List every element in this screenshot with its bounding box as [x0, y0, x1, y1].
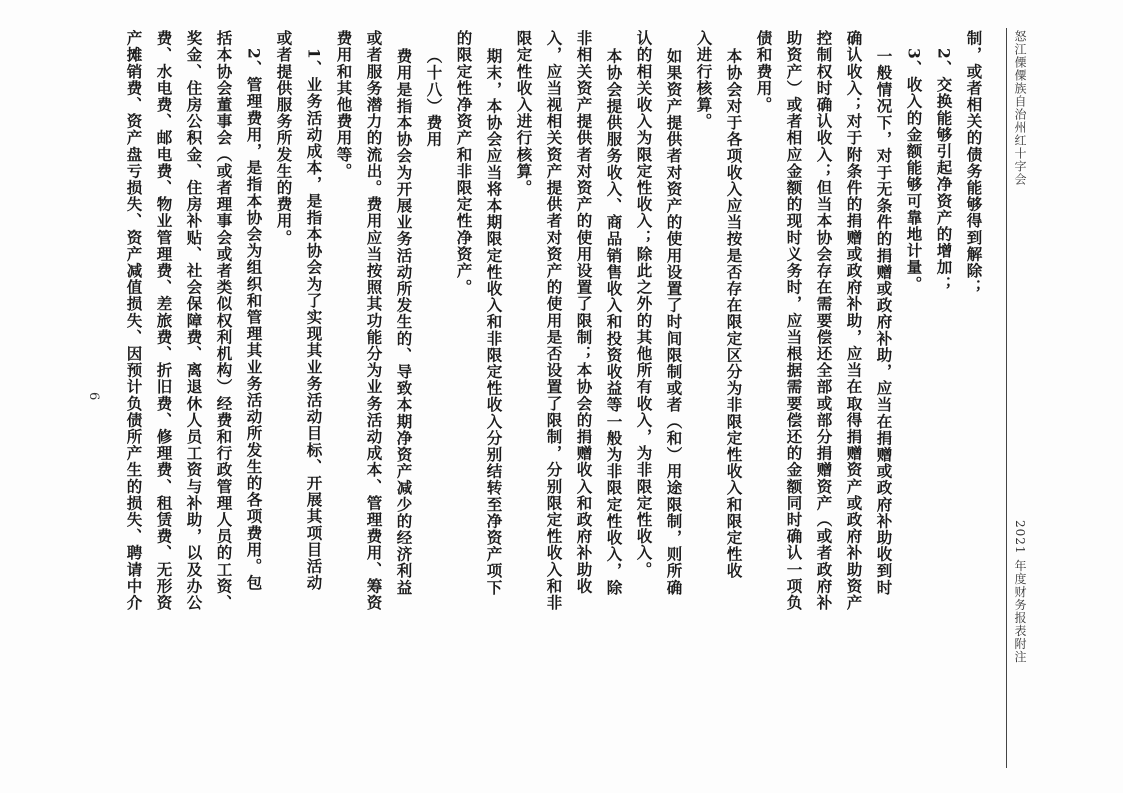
- text-line: 入，应当视相关资产提供者对资产的使用是否设置了限制，分别限定性收入和非: [544, 30, 564, 611]
- text-line: 2、管理费用，是指本协会为组织和管理其业务活动所发生的各项费用。包: [244, 48, 264, 592]
- text-line: 的限定性净资产和非限定性净资产。: [454, 30, 474, 296]
- text-line: 制，或者相关的债务能够得到解除；: [964, 30, 984, 296]
- text-line: 确认收入；对于附条件的捐赠或政府补助，应当在取得捐赠资产或政府补助资产: [844, 30, 864, 611]
- text-line: 奖金、住房公积金、住房补贴、社会保障费、离退休人员工资与补助，以及办公: [184, 30, 204, 611]
- text-line: 认的相关收入为限定性收入；除此之外的其他所有收入，为非限定性收入。: [634, 30, 654, 578]
- header-rule: [1006, 28, 1007, 768]
- header-report: 2021 年度财务报表附注: [1013, 520, 1027, 664]
- text-line: 本协会提供服务收入、商品销售收入和投资收益等一般为非限定性收入，除: [604, 48, 624, 596]
- text-line: 或者服务潜力的流出。费用应当按照其功能分为业务活动成本、管理费用、筹资: [364, 30, 384, 611]
- text-line: 产摊销费、资产盘亏损失、资产减值损失、因预计负债所产生的损失、聘请中介: [124, 30, 144, 611]
- header-org: 怒江傈僳族自治州红十字会: [1013, 30, 1027, 186]
- text-line: 期末，本协会应当将本期限定性收入和非限定性收入分别结转至净资产项下: [484, 48, 504, 596]
- text-line: 限定性收入进行核算。: [514, 30, 534, 196]
- text-line: 非相关资产提供者对资产的使用设置了限制；本协会的捐赠收入和政府补助收: [574, 30, 594, 595]
- text-line: 或者提供服务所发生的费用。: [274, 30, 294, 246]
- text-line: 入进行核算。: [694, 30, 714, 130]
- text-line: 一般情况下，对于无条件的捐赠或政府补助，应当在捐赠或政府补助收到时: [874, 48, 894, 596]
- text-line: 本协会对于各项收入应当按是否存在限定区分为非限定性收入和限定性收: [724, 48, 744, 580]
- running-header: [1010, 0, 1026, 793]
- text-line: 2、交换能够引起净资产的增加；: [934, 48, 954, 293]
- page-number: 6: [86, 392, 101, 401]
- text-line: （十八）费用: [424, 48, 444, 148]
- text-line: 助资产）或者相应金额的现时义务时，应当根据需要偿还的金额同时确认一项负: [784, 30, 804, 611]
- text-line: 费、水电费、邮电费、物业管理费、差旅费、折旧费、修理费、租赁费、无形资: [154, 30, 174, 611]
- text-line: 括本协会董事会（或者理事会或者类似权利机构）经费和行政管理人员的工资、: [214, 30, 234, 611]
- text-line: 费用是指本协会为开展业务活动所发生的、导致本期净资产减少的经济利益: [394, 48, 414, 596]
- text-line: 费用和其他费用等。: [334, 30, 354, 180]
- text-line: 如果资产提供者对资产的使用设置了时间限制或者（和）用途限制，则所确: [664, 48, 684, 596]
- text-line: 控制权时确认收入；但当本协会存在需要偿还全部或部分捐赠资产（或者政府补: [814, 30, 834, 611]
- text-line: 债和费用。: [754, 30, 774, 113]
- text-line: 3、收入的金额能够可靠地计量。: [904, 48, 924, 293]
- text-line: 1、业务活动成本，是指本协会为了实现其业务活动目标、开展其项目活动: [304, 48, 324, 592]
